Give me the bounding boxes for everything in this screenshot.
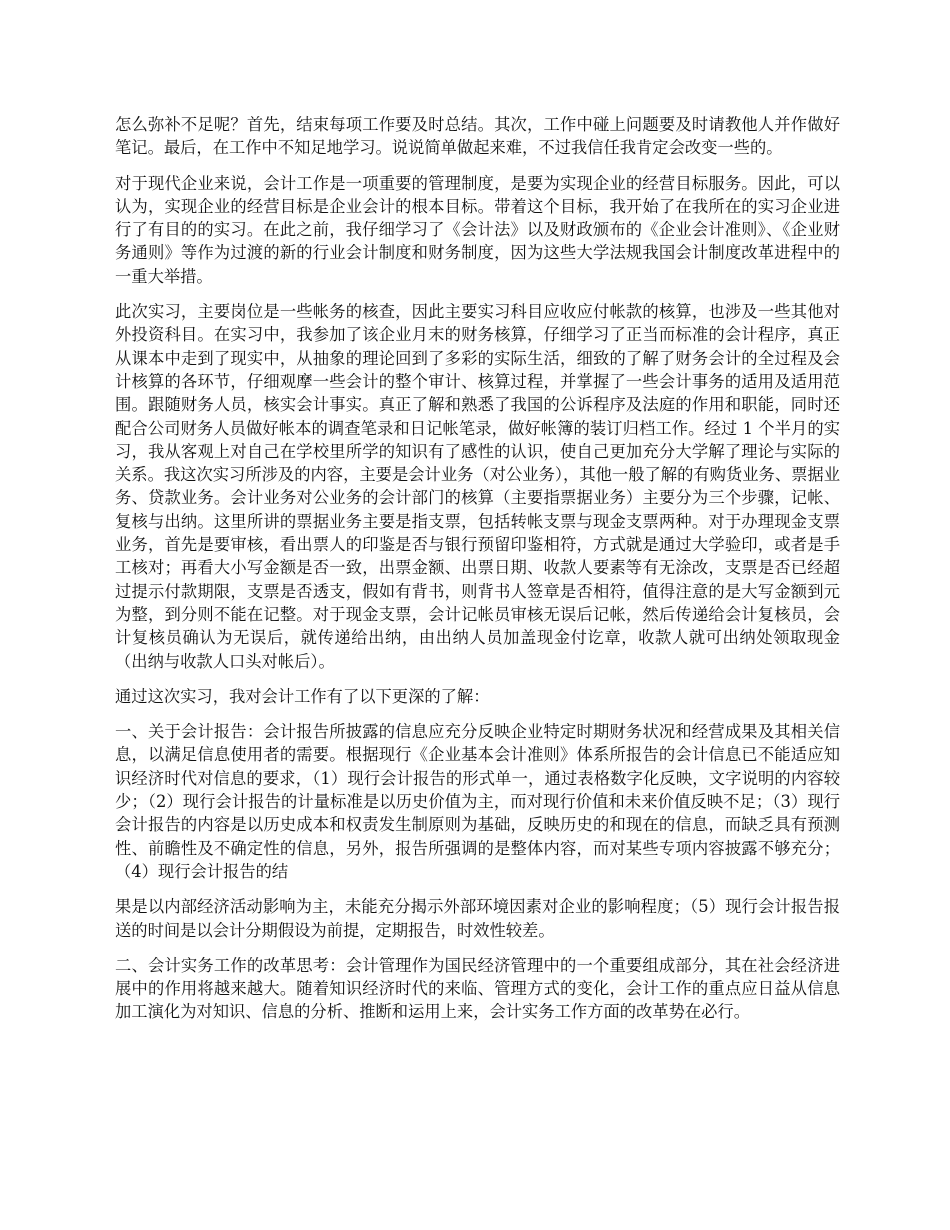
- paragraph-accounting-importance: 对于现代企业来说，会计工作是一项重要的管理制度，是要为实现企业的经营目标服务。因此，可以认为，实现企业的经营目标是企业会计的根本目标。带着这个目标，我开始了在我所在的实习企业进行了有目的的实习。在此之前，我仔细学习了《会计法》以及财政颁布的《企业会计准则》、《企业财务通则》等作为过渡的新的行业会计制度和财务制度，因为这些大学法规我国会计制度改革进程中的一重大举措。: [115, 173, 840, 286]
- paragraph-accounting-report: 一、关于会计报告：会计报告所披露的信息应充分反映企业特定时期财务状况和经营成果及其相关信息，以满足信息使用者的需要。根据现行《企业基本会计准则》体系所报告的会计信息已不能适应知识经济时代对信息的要求，（1）现行会计报告的形式单一，通过表格数字化反映，文字说明的内容较少；（2）现行会计报告的计量标准是以历史价值为主，而对现行价值和未来价值反映不足；（3）现行会计报告的内容是以历史成本和权责发生制原则为基础，反映历史的和现在的信息，而缺乏具有预测性、前瞻性及不确定性的信息，另外，报告所强调的是整体内容，而对某些专项内容披露不够充分；（4）现行会计报告的结: [115, 722, 840, 881]
- paragraph-understanding-intro: 通过这次实习，我对会计工作有了以下更深的了解：: [115, 686, 490, 706]
- document-page: [115, 113, 840, 1036]
- paragraph-reform-thoughts: 二、会计实务工作的改革思考：会计管理作为国民经济管理中的一个重要组成部分，其在社会经济进展中的作用将越来越大。随着知识经济时代的来临、管理方式的变化，会计工作的重点应日益从信息加工演化为对知识、信息的分析、推断和运用上来，会计实务工作方面的改革势在必行。: [115, 955, 840, 1022]
- paragraph-internship-details: 此次实习，主要岗位是一些帐务的核查，因此主要实习科目应收应付帐款的核算，也涉及一些其他对外投资科目。在实习中，我参加了该企业月末的财务核算，仔细学习了正当而标准的会计程序，真正从课本中走到了现实中，从抽象的理论回到了多彩的实际生活，细致的了解了财务会计的全过程及会计核算的各环节，仔细观摩一些会计的整个审计、核算过程，并掌握了一些会计事务的适用及适用范围。跟随财务人员，核实会计事实。真正了解和熟悉了我国的公诉程序及法庭的作用和职能，同时还配合公司财务人员做好帐本的调查笔录和日记帐笔录，做好帐簿的装订归档工作。经过 1 个半月的实习，我从客观上对自己在学校里所学的知识有了感性的认识，使自己更加充分大学解了理论与实际的关系。我这次实习所涉及的内容，主要是会计业务（对公业务），其他一般了解的有购货业务、票据业务、贷款业务。会计业务对公业务的会计部门的核算（主要指票据业务）主要分为三个步骤，记帐、复核与出纳。这里所讲的票据业务主要是指支票，包括转帐支票与现金支票两种。对于办理现金支票业务，首先是要审核，看出票人的印鉴是否与银行预留印鉴相符，方式就是通过大学验印，或者是手工核对；再看大小写金额是否一致，出票金额、出票日期、收款人要素等有无涂改，支票是否已经超过提示付款期限，支票是否透支，假如有背书，则背书人签章是否相符，值得注意的是大写金额到元为整，到分则不能在记整。对于现金支票，会计记帐员审核无误后记帐，然后传递给会计复核员，会计复核员确认为无误后，就传递给出纳，由出纳人员加盖现金付讫章，收款人就可出纳处领取现金（出纳与收款人口头对帐后）。: [115, 302, 840, 671]
- paragraph-remedy-shortcomings: 怎么弥补不足呢？首先，结束每项工作要及时总结。其次，工作中碰上问题要及时请教他人并作做好笔记。最后，在工作中不知足地学习。说说简单做起来难，不过我信任我肯定会改变一些的。: [115, 115, 840, 158]
- paragraph-report-continued: 果是以内部经济活动影响为主，未能充分揭示外部环境因素对企业的影响程度；（5）现行会计报告报送的时间是以会计分期假设为前提，定期报告，时效性较差。: [115, 897, 840, 940]
